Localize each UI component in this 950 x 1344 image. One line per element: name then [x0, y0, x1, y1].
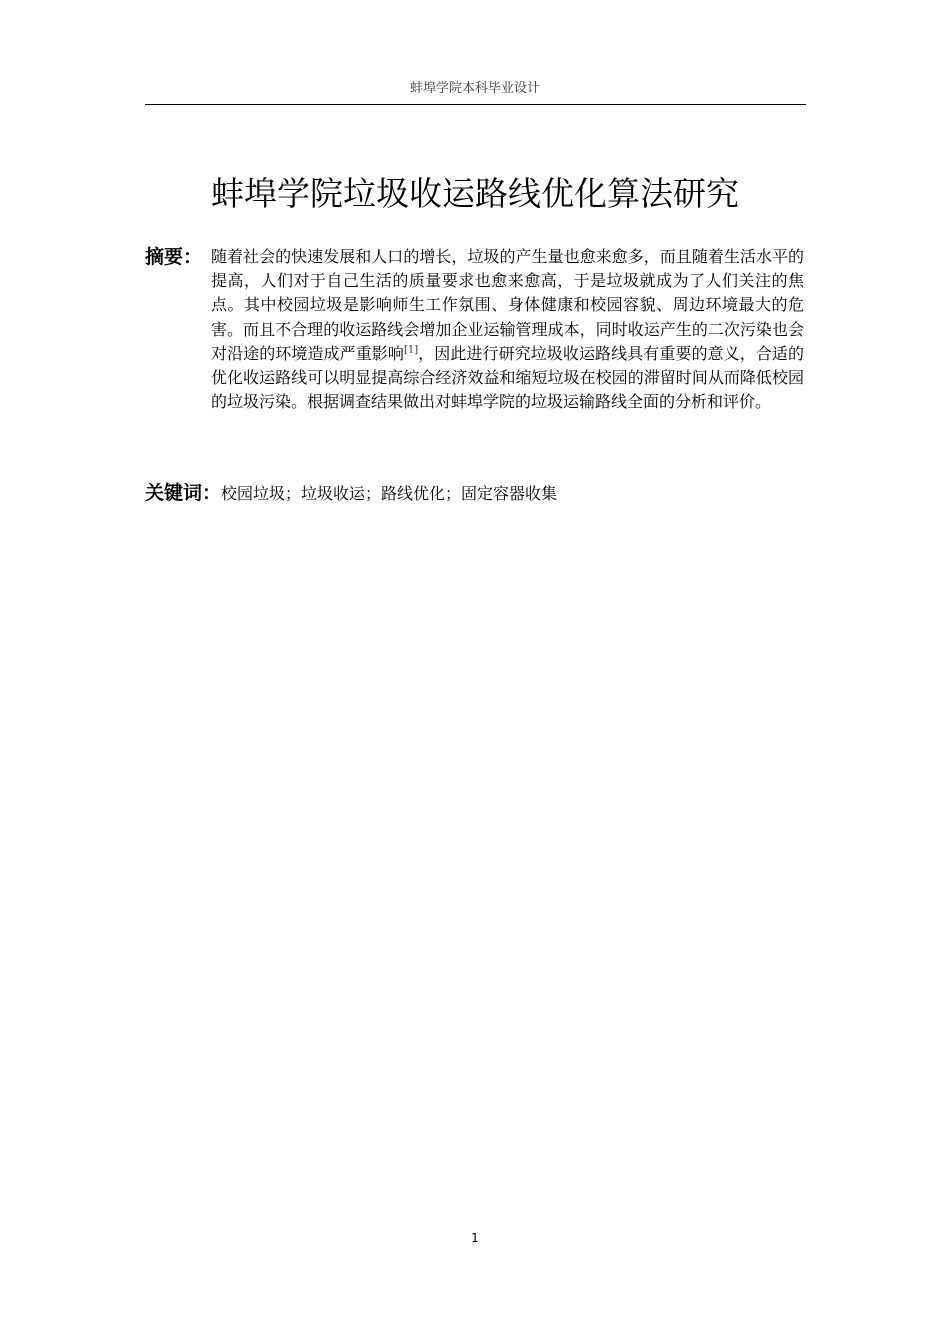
keywords-text: 校园垃圾；垃圾收运；路线优化；固定容器收集	[221, 484, 558, 503]
keywords-section	[145, 481, 805, 506]
abstract-text-part2: ，因此进行研究垃圾收运路线具有重要的意义，合适的优化收运路线可以明显提高综合经济效益和缩短垃圾在校园的滞留时间从而降低校园的垃圾污染。根据调查结果做出对蚌埠学院的垃圾运输路线全面的分析和评价。	[211, 343, 804, 412]
header-rule	[145, 104, 806, 105]
abstract-text-part1: 随着社会的快速发展和人口的增长，垃圾的产生量也愈来愈多，而且随着生活水平的提高，人们对于自己生活的质量要求也愈来愈高，于是垃圾就成为了人们关注的焦点。其中校园垃圾是影响师生工作氛围、身体健康和校园容貌、周边环境最大的危害。而且不合理的收运路线会增加企业运输管理成本，同时收运产生的二次污染也会对沿途的环境造成严重影响	[211, 247, 804, 363]
abstract-label: 摘要：	[145, 246, 203, 268]
paper-title: 蚌埠学院垃圾收运路线优化算法研究	[211, 174, 739, 213]
running-header: 蚌埠学院本科毕业设计	[409, 81, 540, 96]
abstract-text	[211, 245, 804, 414]
keywords-label: 关键词：	[145, 482, 222, 504]
abstract-section	[145, 245, 807, 414]
citation-reference: [1]	[403, 344, 419, 356]
page-number: 1	[471, 1231, 479, 1245]
